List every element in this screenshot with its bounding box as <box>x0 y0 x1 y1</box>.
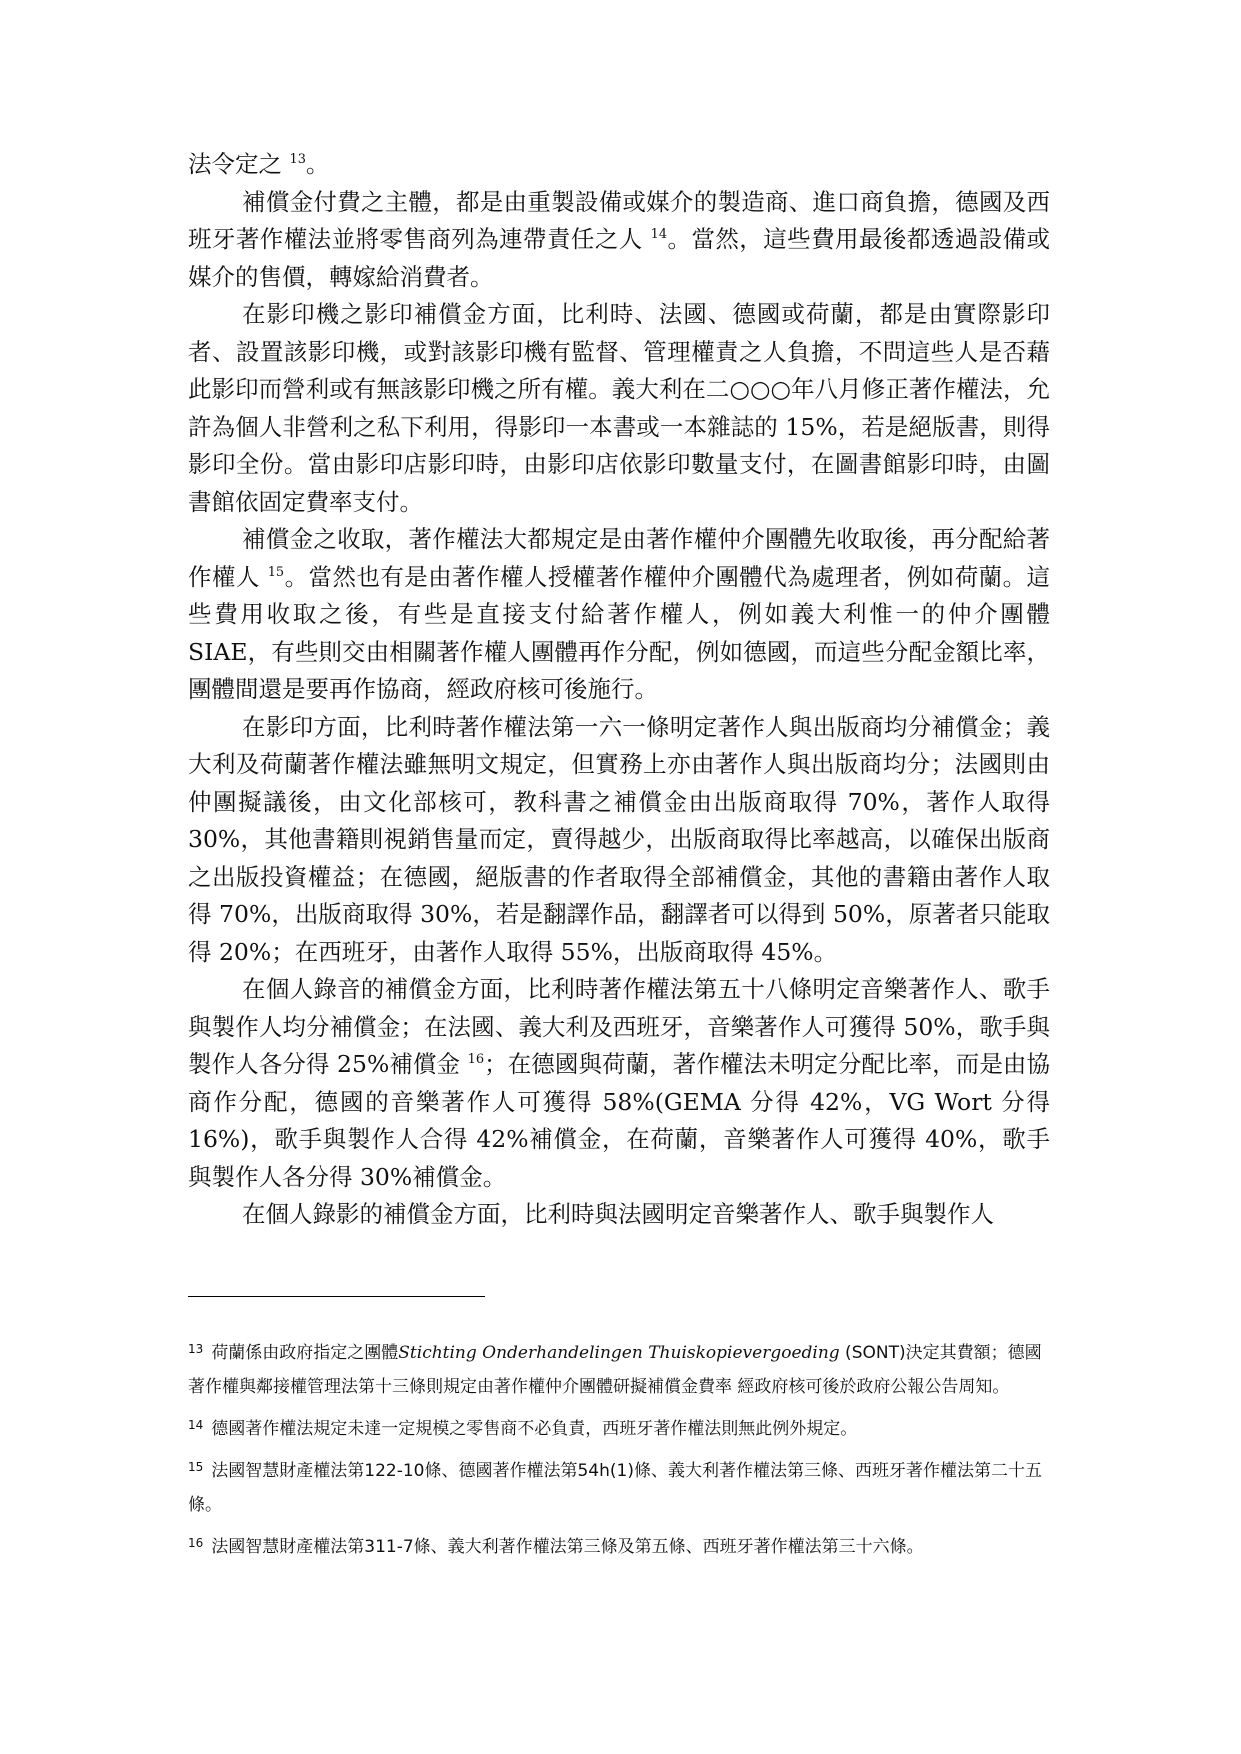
footnote-ref-16[interactable]: 16 <box>467 1051 485 1067</box>
paragraph-6: 在個人錄影的補償金方面，比利時與法國明定音樂著作人、歌手與製作人 <box>242 1200 995 1228</box>
footnote-divider <box>188 1296 485 1297</box>
footnote-number: 13 <box>188 1342 204 1356</box>
paragraph-0: 法令定之 $^{13}$。 <box>188 150 330 178</box>
paragraph-5: 在個人錄音的補償金方面，比利時著作權法第五十八條明定音樂著作人、歌手與製作人均分補償金；在法國、義大利及西班牙，音樂著作人可獲得 50%，歌手與製作人各分得 25%補償金 $^{16}$；在德國與荷蘭，著作權法未明定分配比率，而是由協商作分配，德國的音樂著作人可獲得 58%(GEMA 分得 42%，VG Wort 分得 16%)，歌手與製作人合得 42%補償金，在荷蘭，音樂著作人可獲得 40%，歌手與製作人各分得 30%補償金。 <box>188 975 1050 1191</box>
footnote-number: 15 <box>188 1460 204 1474</box>
footnote-ref-14[interactable]: 14 <box>650 226 668 242</box>
paragraph-1: 補償金付費之主體，都是由重製設備或媒介的製造商、進口商負擔，德國及西班牙著作權法並將零售商列為連帶責任之人 $^{14}$。當然，這些費用最後都透過設備或媒介的售價，轉嫁給消費者。 <box>188 187 1051 291</box>
footnote-ref-15[interactable]: 15 <box>267 564 285 580</box>
footnote-15: $^{15}$ 法國智慧財產權法第122-10條、德國著作權法第54h(1)條、義大利著作權法第三條、西班牙著作權法第二十五條。 <box>188 1460 1042 1515</box>
footnotes <box>188 1332 1050 1568</box>
footnote-ref-13[interactable]: 13 <box>289 151 306 167</box>
footnote-number: 14 <box>188 1418 204 1432</box>
footnote-13: $^{13}$ 荷蘭係由政府指定之團體Stichting Onderhandelingen Thuiskopievergoeding (SONT)決定其費額；德國著作權與鄰接權管理法第十三條則規定由著作權仲介團體研擬補償金費率 經政府核可後於政府公報公告周知。 <box>188 1342 1042 1397</box>
footnote-16: $^{16}$ 法國智慧財產權法第311-7條、義大利著作權法第三條及第五條、西班牙著作權法第三十六條。 <box>188 1536 924 1557</box>
footnote-number: 16 <box>188 1536 204 1550</box>
paragraph-4: 在影印方面，比利時著作權法第一六一條明定著作人與出版商均分補償金；義大利及荷蘭著作權法雖無明文規定，但實務上亦由著作人與出版商均分；法國則由仲團擬議後，由文化部核可，教科書之補償金由出版商取得 70%，著作人取得 30%，其他書籍則視銷售量而定，賣得越少，出版商取得比率越高，以確保出版商之出版投資權益；在德國，絕版書的作者取得全部補償金，其他的書籍由著作人取得 70%，出版商取得 30%，若是翻譯作品，翻譯者可以得到 50%，原著者只能取得 20%；在西班牙，由著作人取得 55%，出版商取得 45%。 <box>188 712 1050 966</box>
paragraph-2: 在影印機之影印補償金方面，比利時、法國、德國或荷蘭，都是由實際影印者、設置該影印機，或對該影印機有監督、管理權責之人負擔，不問這些人是否藉此影印而營利或有無該影印機之所有權。義大利在二○○○年八月修正著作權法，允許為個人非營利之私下利用，得影印一本書或一本雜誌的 15%，若是絕版書，則得影印全份。當由影印店影印時，由影印店依影印數量支付，在圖書館影印時，由圖書館依固定費率支付。 <box>188 300 1050 516</box>
footnote-14: $^{14}$ 德國著作權法規定未達一定規模之零售商不必負責，西班牙著作權法則無此例外規定。 <box>188 1418 858 1439</box>
body-text <box>188 146 1050 1234</box>
paragraph-3: 補償金之收取，著作權法大都規定是由著作權仲介團體先收取後，再分配給著作權人 $^{15}$。當然也有是由著作權人授權著作權仲介團體代為處理者，例如荷蘭。這些費用收取之後，有些是直接支付給著作權人，例如義大利惟一的仲介團體 SIAE，有些則交由相關著作權人團體再作分配，例如德國，而這些分配金額比率，團體間還是要再作協商，經政府核可後施行。 <box>188 525 1051 703</box>
